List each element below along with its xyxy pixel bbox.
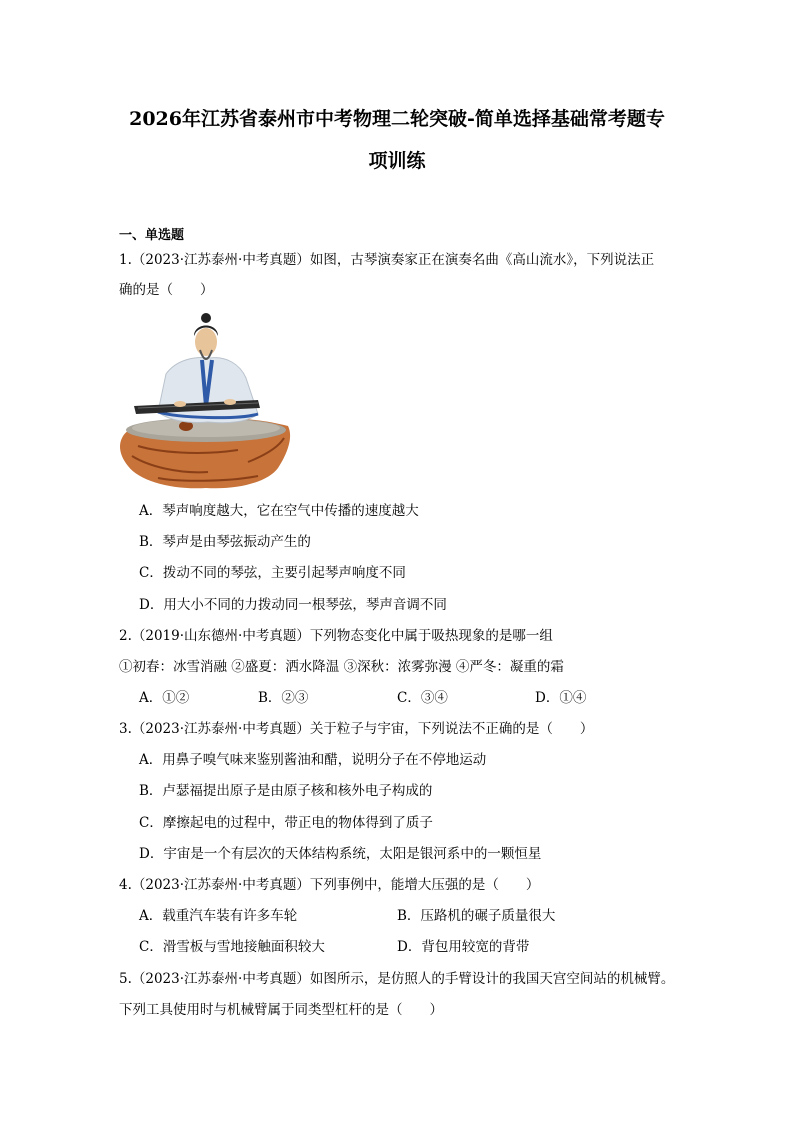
- question-2-option-d: D．①④: [535, 690, 587, 706]
- question-1-option-b: B．琴声是由琴弦振动产生的: [139, 534, 311, 550]
- question-3-stem: 3.（2023·江苏泰州·中考真题）关于粒子与宇宙，下列说法不正确的是（ ）: [119, 721, 594, 737]
- section-heading: 一、单选题: [119, 228, 185, 243]
- question-4-option-d: D．背包用较宽的背带: [397, 939, 530, 955]
- question-4-option-b: B．压路机的碾子质量很大: [397, 908, 556, 924]
- question-2-stem-line1: 2.（2019·山东德州·中考真题）下列物态变化中属于吸热现象的是哪一组: [119, 628, 553, 644]
- question-2-option-c: C．③④: [397, 690, 448, 706]
- question-4-option-a: A．载重汽车装有许多车轮: [139, 908, 298, 924]
- question-5-stem-line2: 下列工具使用时与机械臂属于同类型杠杆的是（ ）: [119, 1002, 443, 1018]
- question-4-option-c: C．滑雪板与雪地接触面积较大: [139, 939, 325, 955]
- question-1-stem-line1: 1.（2023·江苏泰州·中考真题）如图，古琴演奏家正在演奏名曲《高山流水》，下列说法正: [119, 252, 655, 268]
- document-title-line1: 2026年江苏省泰州市中考物理二轮突破-简单选择基础常考题专: [129, 108, 665, 130]
- question-1-option-c: C．拨动不同的琴弦，主要引起琴声响度不同: [139, 565, 406, 581]
- question-2-stem-line2: ①初春：冰雪消融 ②盛夏：洒水降温 ③深秋：浓雾弥漫 ④严冬：凝重的霜: [119, 659, 564, 675]
- question-3-option-c: C．摩擦起电的过程中，带正电的物体得到了质子: [139, 815, 433, 831]
- question-4-stem: 4.（2023·江苏泰州·中考真题）下列事例中，能增大压强的是（ ）: [119, 877, 540, 893]
- question-3-option-b: B．卢瑟福提出原子是由原子核和核外电子构成的: [139, 783, 433, 799]
- question-2-option-b: B．②③: [258, 690, 309, 706]
- document-title-line2: 项训练: [368, 150, 426, 172]
- question-2-option-a: A．①②: [139, 690, 190, 706]
- question-5-stem-line1: 5.（2023·江苏泰州·中考真题）如图所示，是仿照人的手臂设计的我国天宫空间站的机械臂。: [119, 971, 675, 987]
- guqin-player-image: [118, 306, 294, 492]
- question-1-option-a: A．琴声响度越大，它在空气中传播的速度越大: [139, 503, 419, 519]
- question-1-stem-line2: 确的是（ ）: [119, 282, 214, 298]
- question-3-option-d: D．宇宙是一个有层次的天体结构系统，太阳是银河系中的一颗恒星: [139, 846, 542, 862]
- question-1-option-d: D．用大小不同的力拨动同一根琴弦，琴声音调不同: [139, 597, 447, 613]
- question-3-option-a: A．用鼻子嗅气味来鉴别酱油和醋，说明分子在不停地运动: [139, 752, 487, 768]
